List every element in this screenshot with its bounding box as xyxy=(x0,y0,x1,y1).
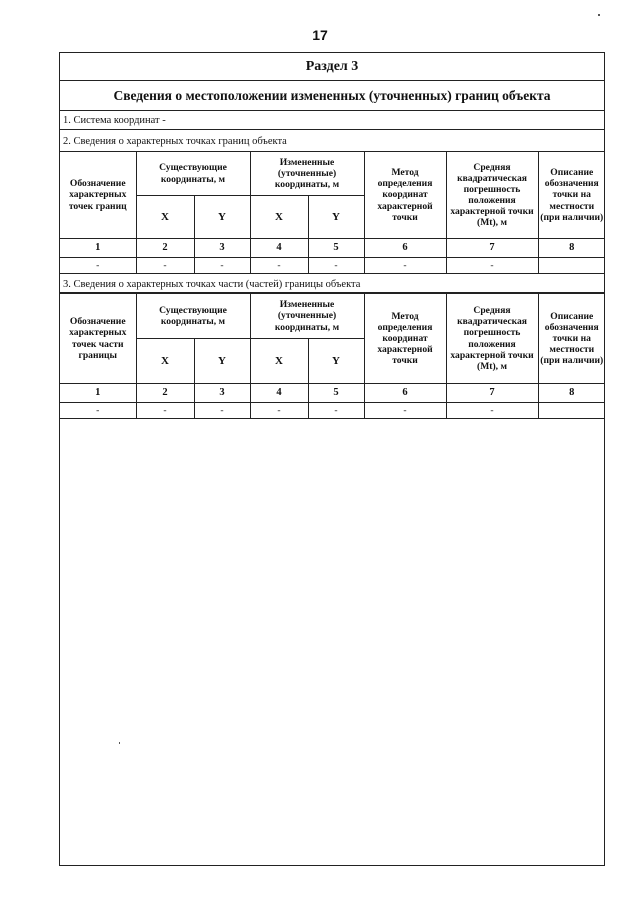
page-number: 17 xyxy=(312,27,328,43)
table-cell: - xyxy=(364,403,446,419)
column-number: 7 xyxy=(446,239,538,258)
table-cell: - xyxy=(60,403,136,419)
header-description: Описание обозначения точки на местности (при наличии) xyxy=(538,152,605,239)
header-x-changed: X xyxy=(250,196,308,239)
header-method: Метод определения координат характерной точки xyxy=(364,152,446,239)
table-cell: - xyxy=(308,403,364,419)
table1-caption: 2. Сведения о характерных точках границ объекта xyxy=(60,130,604,152)
column-number: 3 xyxy=(194,384,250,403)
column-number: 1 xyxy=(60,239,136,258)
table-cell: - xyxy=(60,258,136,274)
header-x-existing: X xyxy=(136,196,194,239)
table-cell xyxy=(538,258,605,274)
header-y-existing: Y xyxy=(194,339,250,384)
table-cell: - xyxy=(446,403,538,419)
column-number: 6 xyxy=(364,239,446,258)
table-row xyxy=(60,403,605,419)
column-number: 2 xyxy=(136,239,194,258)
table-cell: - xyxy=(194,258,250,274)
column-number: 8 xyxy=(538,239,605,258)
header-x-changed: X xyxy=(250,339,308,384)
table-cell: - xyxy=(136,258,194,274)
table-cell: - xyxy=(250,403,308,419)
column-number: 4 xyxy=(250,384,308,403)
column-number: 3 xyxy=(194,239,250,258)
header-designation: Обозначение характерных точек части границы xyxy=(60,294,136,384)
table-boundary-points xyxy=(60,151,605,274)
scan-speck xyxy=(598,14,600,16)
table-row xyxy=(60,258,605,274)
header-designation: Обозначение характерных точек границ xyxy=(60,152,136,239)
table-cell: - xyxy=(446,258,538,274)
column-number: 5 xyxy=(308,239,364,258)
header-x-existing: X xyxy=(136,339,194,384)
header-error: Средняя квадратическая погрешность положения характерной точки (Mt), м xyxy=(446,294,538,384)
table-cell: - xyxy=(194,403,250,419)
header-method: Метод определения координат характерной точки xyxy=(364,294,446,384)
column-number: 4 xyxy=(250,239,308,258)
header-y-changed: Y xyxy=(308,196,364,239)
table-cell: - xyxy=(136,403,194,419)
section-frame xyxy=(59,52,605,866)
header-existing-coords: Существующие координаты, м xyxy=(136,294,250,339)
column-number: 7 xyxy=(446,384,538,403)
column-number: 5 xyxy=(308,384,364,403)
table-part-boundary-points xyxy=(60,293,605,419)
column-number: 8 xyxy=(538,384,605,403)
coordinate-system-line: 1. Система координат - xyxy=(60,111,604,130)
section-title: Раздел 3 xyxy=(60,53,604,81)
header-description: Описание обозначения точки на местности (при наличии) xyxy=(538,294,605,384)
scan-speck xyxy=(119,742,120,744)
header-y-changed: Y xyxy=(308,339,364,384)
header-changed-coords: Измененные (уточненные) координаты, м xyxy=(250,152,364,196)
column-number: 1 xyxy=(60,384,136,403)
header-changed-coords: Измененные (уточненные) координаты, м xyxy=(250,294,364,339)
table-cell: - xyxy=(364,258,446,274)
header-error: Средняя квадратическая погрешность положения характерной точки (Mt), м xyxy=(446,152,538,239)
header-y-existing: Y xyxy=(194,196,250,239)
section-subtitle: Сведения о местоположении измененных (уточненных) границ объекта xyxy=(60,81,604,111)
header-existing-coords: Существующие координаты, м xyxy=(136,152,250,196)
column-number: 2 xyxy=(136,384,194,403)
table2-caption: 3. Сведения о характерных точках части (частей) границы объекта xyxy=(60,275,604,293)
column-number-row xyxy=(60,384,605,403)
column-number-row xyxy=(60,239,605,258)
column-number: 6 xyxy=(364,384,446,403)
table-cell: - xyxy=(250,258,308,274)
table-cell xyxy=(538,403,605,419)
table-cell: - xyxy=(308,258,364,274)
